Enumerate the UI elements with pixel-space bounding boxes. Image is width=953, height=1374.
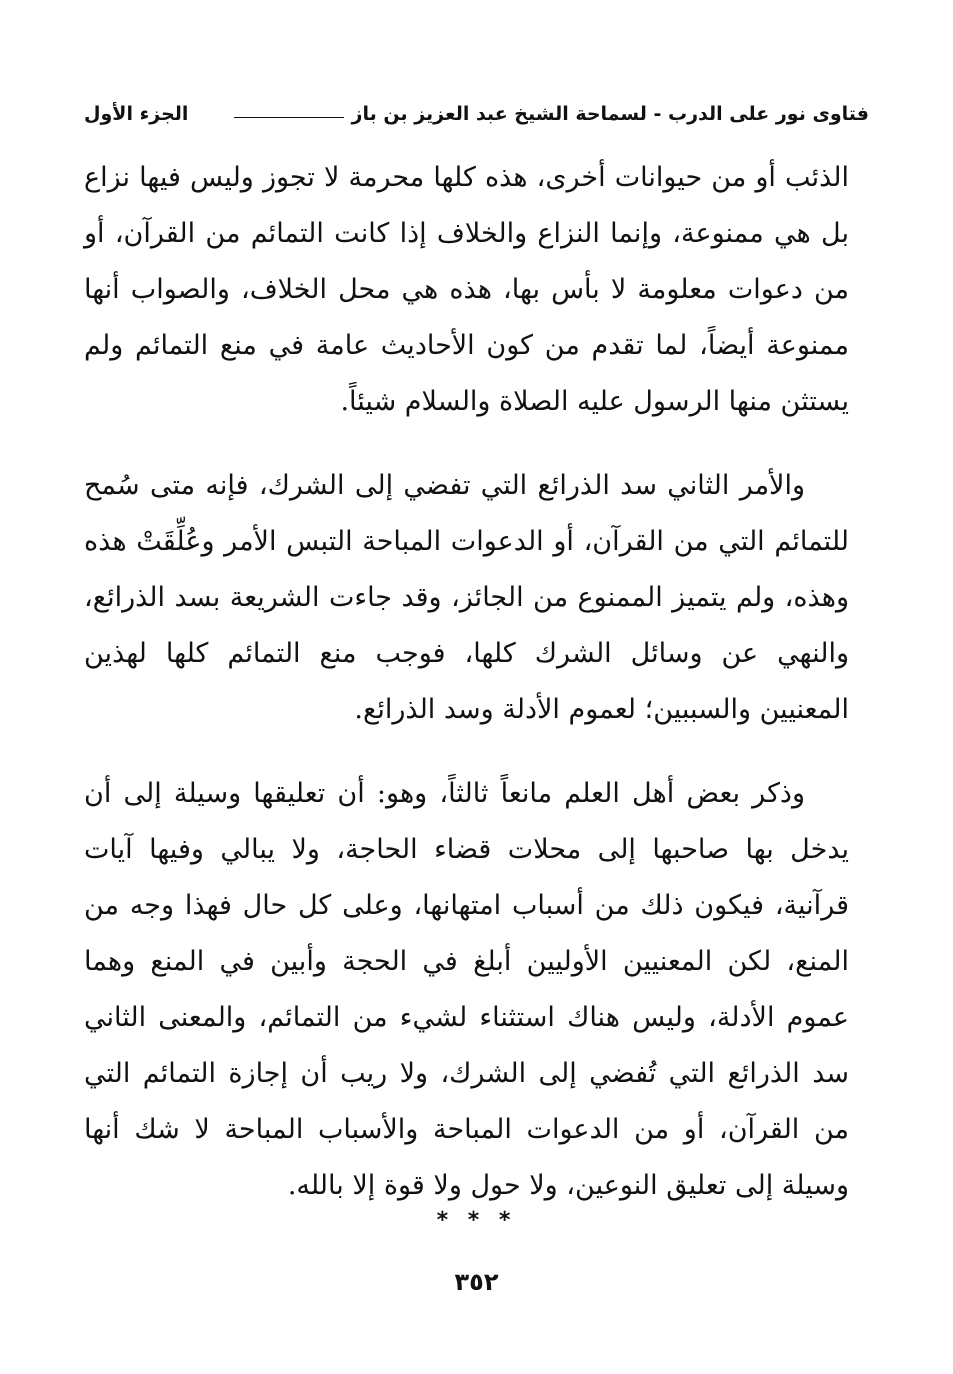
- running-header: [84, 96, 869, 132]
- page-number: ٣٥٢: [454, 1268, 499, 1296]
- book-title: فتاوى نور على الدرب - لسماحة الشيخ عبد العزيز بن باز: [351, 103, 869, 125]
- paragraph-1: الذئب أو من حيوانات أخرى، هذه كلها محرمة لا تجوز وليس فيها نزاع بل هي ممنوعة، وإنما النزاع والخلاف إذا كانت التمائم من القرآن، أو من دعوات معلومة لا بأس بها، هذه هي محل الخلاف، والصواب أنها ممنوعة أيضاً، لما تقدم من كون الأحاديث عامة في منع التمائم ولم يستثن منها الرسول عليه الصلاة والسلام شيئاً.: [84, 162, 849, 417]
- section-separator: * * *: [436, 1208, 517, 1233]
- header-title-group: [234, 103, 869, 125]
- paragraph-2: والأمر الثاني سد الذرائع التي تفضي إلى الشرك، فإنه متى سُمح للتمائم التي من القرآن، أو الدعوات المباحة التبس الأمر وعُلِّقَتْ هذه وهذه، ولم يتميز الممنوع من الجائز، وقد جاءت الشريعة بسد الذرائع، والنهي عن وسائل الشرك كلها، فوجب منع التمائم كلها لهذين المعنيين والسببين؛ لعموم الأدلة وسد الذرائع.: [84, 470, 849, 725]
- paragraph-3: وذكر بعض أهل العلم مانعاً ثالثاً، وهو: أن تعليقها وسيلة إلى أن يدخل بها صاحبها إلى محلات قضاء الحاجة، ولا يبالي وفيها آيات قرآنية، فيكون ذلك من أسباب امتهانها، وعلى كل حال فهذا وجه من المنع، لكن المعنيين الأوليين أبلغ في الحجة وأبين في المنع وهما عموم الأدلة، وليس هناك استثناء لشيء من التمائم، والمعنى الثاني سد الذرائع التي تُفضي إلى الشرك، ولا ريب أن إجازة التمائم التي من القرآن، أو من الدعوات المباحة والأسباب المباحة لا شك أنها وسيلة إلى تعليق النوعين، ولا حول ولا قوة إلا بالله.: [84, 778, 849, 1201]
- header-rule: [234, 117, 344, 118]
- body-text: [84, 150, 849, 1242]
- volume-label: الجزء الأول: [84, 103, 189, 125]
